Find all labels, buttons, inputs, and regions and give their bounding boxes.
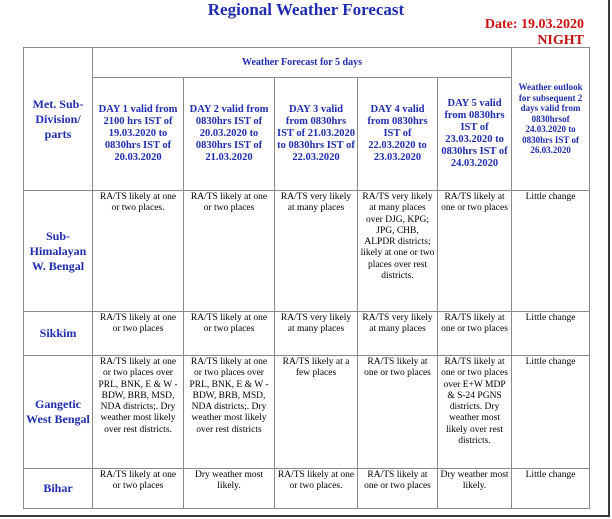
cell-day-4: RA/TS likely at one or two places — [358, 356, 438, 469]
cell-outlook: Little change — [512, 356, 590, 469]
cell-outlook: Little change — [512, 469, 590, 509]
cell-day-4: RA/TS very likely at many places — [358, 312, 438, 356]
cell-day-4: RA/TS very likely at many places over DJG, KPG; JPG, CHB, ALPDR districts; likely at one or two places over rest districts. — [358, 191, 438, 312]
cell-day-3: RA/TS very likely at many places — [275, 191, 358, 312]
cell-day-3: RA/TS very likely at many places — [275, 312, 358, 356]
header-5day-forecast: Weather Forecast for 5 days — [93, 48, 512, 78]
cell-outlook: Little change — [512, 191, 590, 312]
header-subdivision: Met. Sub-Division/ parts — [24, 48, 93, 191]
cell-day-1: RA/TS likely at one or two places — [93, 312, 184, 356]
cell-day-5: RA/TS likely at one or two places — [438, 312, 512, 356]
cell-day-1: RA/TS likely at one or two places over PRL, BNK, E & W -BDW, BRB, MSD, NDA districts;. Dry weather most likely over rest districts. — [93, 356, 184, 469]
cell-day-3: RA/TS likely at one or two places. — [275, 469, 358, 509]
table-row — [24, 469, 590, 509]
cell-day-2: Dry weather most likely. — [184, 469, 275, 509]
cell-day-1: RA/TS likely at one or two places. — [93, 191, 184, 312]
region-gangetic-wb: Gangetic West Bengal — [24, 356, 93, 469]
header-day-1: DAY 1 valid from 2100 hrs IST of 19.03.2020 to 0830hrs IST of 20.03.2020 — [93, 78, 184, 191]
header-day-5: DAY 5 valid from 0830hrs IST of 23.03.2020 to 0830hrs IST of 24.03.2020 — [438, 78, 512, 191]
cell-day-5: RA/TS likely at one or two places over E+W MDP & S-24 PGNS districts. Dry weather most likely over rest districts. — [438, 356, 512, 469]
region-bihar: Bihar — [24, 469, 93, 509]
header-day-4: DAY 4 valid from 0830hrs IST of 22.03.2020 to 23.03.2020 — [358, 78, 438, 191]
cell-day-3: RA/TS likely at a few places — [275, 356, 358, 469]
cell-outlook: Little change — [512, 312, 590, 356]
table-row — [24, 356, 590, 469]
table-row — [24, 312, 590, 356]
header-outlook: Weather outlook for subsequent 2 days valid from 0830hrsof 24.03.2020 to 0830hrs IST of 26.03.2020 — [512, 48, 590, 191]
page-title: Regional Weather Forecast — [207, 0, 405, 19]
forecast-table — [23, 47, 590, 509]
forecast-period: NIGHT — [537, 33, 584, 48]
forecast-date: Date: 19.03.2020 — [484, 17, 584, 32]
cell-day-2: RA/TS likely at one or two places over PRL, BNK, E & W -BDW, BRB, MSD, NDA districts;. Dry weather most likely over rest districts — [184, 356, 275, 469]
table-row — [24, 191, 590, 312]
cell-day-5: Dry weather most likely. — [438, 469, 512, 509]
cell-day-2: RA/TS likely at one or two places — [184, 312, 275, 356]
cell-day-4: RA/TS likely at one or two places — [358, 469, 438, 509]
cell-day-2: RA/TS likely at one or two places — [184, 191, 275, 312]
cell-day-5: RA/TS likely at one or two places — [438, 191, 512, 312]
region-sikkim: Sikkim — [24, 312, 93, 356]
header-day-2: DAY 2 valid from 0830hrs IST of 20.03.2020 to 0830hrs IST of 21.03.2020 — [184, 78, 275, 191]
header-day-3: DAY 3 valid from 0830hrs IST of 21.03.2020 to 0830hrs IST of 22.03.2020 — [275, 78, 358, 191]
cell-day-1: RA/TS likely at one or two places — [93, 469, 184, 509]
region-sub-himalayan-wb: Sub-Himalayan W. Bengal — [24, 191, 93, 312]
